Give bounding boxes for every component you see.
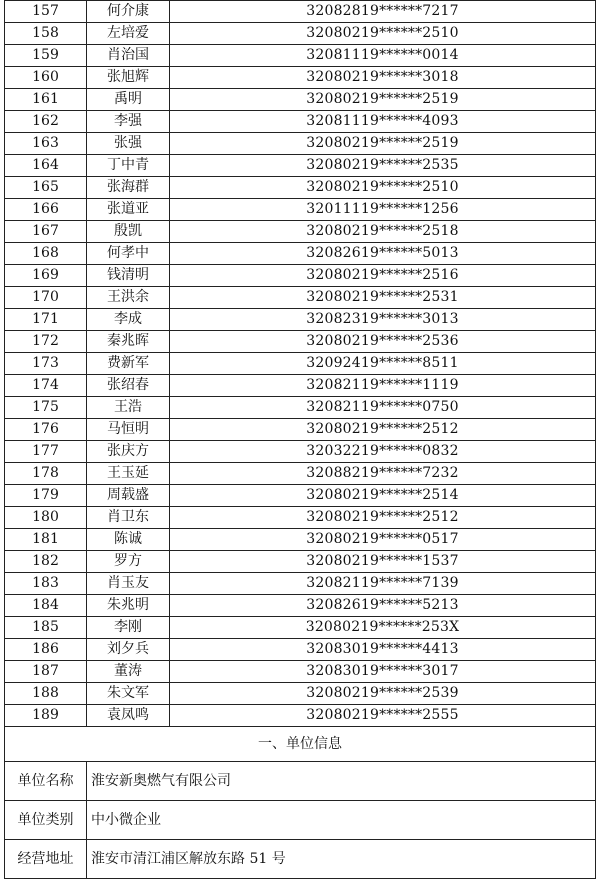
person-name: 董涛 [87,661,170,683]
table-row [5,441,596,463]
id-number: 32080219******253X [170,617,596,639]
row-number: 188 [5,683,87,705]
id-number: 32080219******2536 [170,331,596,353]
person-name: 周载盛 [87,485,170,507]
person-name: 肖治国 [87,45,170,67]
person-name: 左培爱 [87,23,170,45]
person-name: 丁中青 [87,155,170,177]
id-number: 32080219******2535 [170,155,596,177]
table-row [5,243,596,265]
id-number: 32092419******8511 [170,353,596,375]
id-number: 32080219******2518 [170,221,596,243]
table-row [5,661,596,683]
row-number: 180 [5,507,87,529]
row-number: 183 [5,573,87,595]
table-row [5,67,596,89]
id-number: 32032219******0832 [170,441,596,463]
person-name: 王洪余 [87,287,170,309]
id-number: 32080219******2514 [170,485,596,507]
person-name: 马恒明 [87,419,170,441]
id-number: 32080219******3018 [170,67,596,89]
row-number: 186 [5,639,87,661]
table-row [5,133,596,155]
person-name: 秦兆晖 [87,331,170,353]
table-row [5,573,596,595]
id-number: 32080219******2519 [170,89,596,111]
info-row-company-name [5,762,596,801]
id-number: 32088219******7232 [170,463,596,485]
info-value: 淮安市清江浦区解放东路 51 号 [87,840,596,879]
id-number: 32082119******0750 [170,397,596,419]
id-number: 32080219******2510 [170,23,596,45]
section-title: 一、单位信息 [5,727,596,762]
table-row [5,617,596,639]
id-number: 32011119******1256 [170,199,596,221]
info-value: 淮安新奥燃气有限公司 [87,762,596,801]
person-name: 朱兆明 [87,595,170,617]
id-number: 32082619******5213 [170,595,596,617]
info-label: 单位名称 [5,762,87,801]
info-row-address [5,840,596,879]
row-number: 167 [5,221,87,243]
table-row [5,595,596,617]
table-row [5,419,596,441]
row-number: 160 [5,67,87,89]
table-row [5,375,596,397]
person-name: 王玉延 [87,463,170,485]
table-row [5,353,596,375]
id-number: 32082319******3013 [170,309,596,331]
id-number: 32080219******2512 [170,419,596,441]
person-name: 禹明 [87,89,170,111]
person-name: 陈诚 [87,529,170,551]
row-number: 170 [5,287,87,309]
id-number: 32080219******1537 [170,551,596,573]
row-number: 179 [5,485,87,507]
row-number: 166 [5,199,87,221]
row-number: 171 [5,309,87,331]
person-name: 朱文军 [87,683,170,705]
row-number: 177 [5,441,87,463]
table-row [5,1,596,23]
person-name: 李刚 [87,617,170,639]
id-number: 32080219******2519 [170,133,596,155]
id-number: 32080219******2512 [170,507,596,529]
person-name: 罗方 [87,551,170,573]
row-number: 184 [5,595,87,617]
table-row [5,177,596,199]
person-name: 王浩 [87,397,170,419]
table-row [5,551,596,573]
row-number: 162 [5,111,87,133]
row-number: 178 [5,463,87,485]
table-row [5,485,596,507]
row-number: 174 [5,375,87,397]
row-number: 182 [5,551,87,573]
table-row [5,265,596,287]
person-name: 刘夕兵 [87,639,170,661]
info-label: 经营地址 [5,840,87,879]
personnel-table [4,0,596,879]
info-row-company-type [5,801,596,840]
person-name: 张旭辉 [87,67,170,89]
row-number: 185 [5,617,87,639]
person-name: 袁凤鸣 [87,705,170,727]
person-name: 肖玉友 [87,573,170,595]
row-number: 176 [5,419,87,441]
personnel-rows [5,1,596,727]
row-number: 181 [5,529,87,551]
id-number: 32080219******2539 [170,683,596,705]
person-name: 张海群 [87,177,170,199]
id-number: 32080219******2510 [170,177,596,199]
person-name: 钱清明 [87,265,170,287]
person-name: 殷凯 [87,221,170,243]
id-number: 32081119******4093 [170,111,596,133]
person-name: 张强 [87,133,170,155]
person-name: 张道亚 [87,199,170,221]
table-row [5,199,596,221]
table-row [5,155,596,177]
row-number: 164 [5,155,87,177]
row-number: 165 [5,177,87,199]
table-row [5,309,596,331]
id-number: 32083019******3017 [170,661,596,683]
table-row [5,507,596,529]
table-row [5,705,596,727]
person-name: 张绍春 [87,375,170,397]
id-number: 32080219******2516 [170,265,596,287]
table-row [5,23,596,45]
info-label: 单位类别 [5,801,87,840]
table-row [5,111,596,133]
row-number: 158 [5,23,87,45]
row-number: 172 [5,331,87,353]
id-number: 32080219******0517 [170,529,596,551]
table-row [5,639,596,661]
section-header-row [5,727,596,762]
person-name: 李强 [87,111,170,133]
table-row [5,463,596,485]
table-row [5,287,596,309]
row-number: 157 [5,1,87,23]
person-name: 费新军 [87,353,170,375]
id-number: 32082119******7139 [170,573,596,595]
table-row [5,683,596,705]
id-number: 32082819******7217 [170,1,596,23]
table-row [5,89,596,111]
id-number: 32082119******1119 [170,375,596,397]
id-number: 32080219******2531 [170,287,596,309]
id-number: 32083019******4413 [170,639,596,661]
row-number: 187 [5,661,87,683]
table-row [5,529,596,551]
table-row [5,45,596,67]
row-number: 169 [5,265,87,287]
row-number: 168 [5,243,87,265]
row-number: 173 [5,353,87,375]
person-name: 何孝中 [87,243,170,265]
person-name: 李成 [87,309,170,331]
table-row [5,397,596,419]
id-number: 32081119******0014 [170,45,596,67]
id-number: 32080219******2555 [170,705,596,727]
info-value: 中小微企业 [87,801,596,840]
table-row [5,221,596,243]
id-number: 32082619******5013 [170,243,596,265]
row-number: 159 [5,45,87,67]
row-number: 175 [5,397,87,419]
person-name: 何介康 [87,1,170,23]
person-name: 张庆方 [87,441,170,463]
person-name: 肖卫东 [87,507,170,529]
row-number: 189 [5,705,87,727]
row-number: 161 [5,89,87,111]
table-row [5,331,596,353]
row-number: 163 [5,133,87,155]
